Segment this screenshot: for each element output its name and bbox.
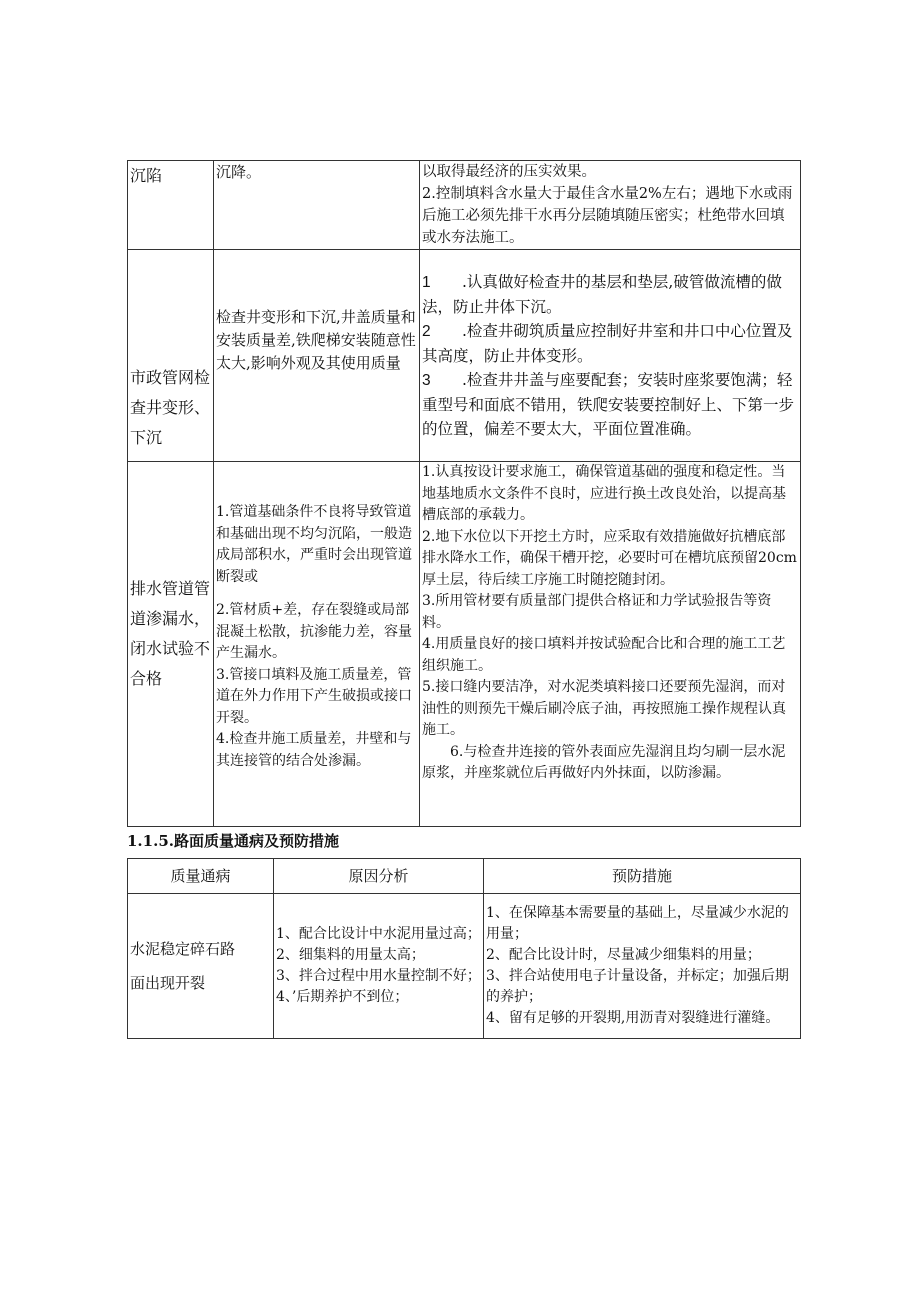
measures-cell [420, 250, 801, 462]
column-header: 质量通病 [128, 859, 274, 894]
cause-item: 1、配合比设计中水泥用量过高； [276, 926, 481, 942]
measures-cell [420, 462, 801, 827]
measure-item: 3.所用管材要有质量部门提供合格证和力学试验报告等资料。 [422, 593, 772, 631]
cause-item: 4.检查井施工质量差，井壁和与其连接管的结合处渗漏。 [216, 731, 412, 769]
defect-category-cell: 排水管道管道渗漏水，闭水试验不合格 [128, 462, 214, 827]
measure-item: 4、留有足够的开裂期,用沥青对裂缝进行灌缝。 [486, 1010, 780, 1026]
cause-item: 2、细集料的用量太高； [276, 947, 425, 963]
measure-item: 以取得最经济的压实效果。 [422, 164, 596, 180]
measure-item: 1 .认真做好检查井的基层和垫层,破管做流槽的做法，防止井体下沉。 [422, 273, 782, 316]
defect-category-cell: 水泥稳定碎石路 面出现开裂 [128, 894, 274, 1039]
table-row [128, 894, 801, 1039]
measures-cell [420, 161, 801, 250]
section-heading: 1.1.5.路面质量通病及预防措施 [127, 832, 339, 850]
cause-cell: 检查井变形和下沉,井盖质量和安装质量差,铁爬梯安装随意性太大,影响外观及其使用质量 [214, 250, 420, 462]
cause-item: 3.管接口填料及施工质量差，管道在外力作用下产生破损或接口开裂。 [216, 666, 412, 726]
pavement-defects-table [127, 858, 801, 1039]
cause-item: 1.管道基础条件不良将导致管道和基础出现不均匀沉陷，一般造成局部积水，严重时会出现管道断裂或 [216, 504, 412, 585]
measure-item: 1、在保障基本需要量的基础上，尽量减少水泥的用量； [486, 905, 789, 942]
column-header: 原因分析 [274, 859, 484, 894]
table-row [128, 161, 801, 250]
cause-item: 3、拌合过程中用水量控制不好； [276, 968, 481, 984]
measure-item: 3、拌合站使用电子计量设备，并标定；加强后期的养护； [486, 968, 789, 1005]
cause-item: 2.管材质+差，存在裂缝或局部混凝土松散，抗渗能力差，容量产生漏水。 [216, 602, 412, 661]
table-row [128, 462, 801, 827]
measure-item: 2 .检查井砌筑质量应控制好井室和井口中心位置及其高度，防止井体变形。 [422, 322, 793, 365]
measure-item: 5.接口缝内要洁净，对水泥类填料接口还要预先湿润，而对油性的则预先干燥后刷冷底子油，再按照施工操作规程认真施工。 [422, 679, 786, 738]
table-row [128, 250, 801, 462]
table-header-row [128, 859, 801, 894]
defect-category-cell: 沉陷 [128, 161, 214, 250]
measures-cell [484, 894, 801, 1039]
measure-item: 4.用质量良好的接口填料并按试验配合比和合理的施工工艺组织施工。 [422, 636, 786, 674]
measure-item: 1.认真按设计要求施工，确保管道基础的强度和稳定性。当地基地质水文条件不良时，应进行换土改良处治，以提高基槽底部的承载力。 [422, 464, 786, 523]
measure-item: 3 .检查井井盖与座要配套；安装时座浆要饱满；轻重型号和面底不错用，铁爬安装要控制好上、下第一步的位置，偏差不要太大，平面位置准确。 [422, 371, 795, 438]
measure-item: 2.控制填料含水量大于最佳含水量2%左右；遇地下水或雨后施工必须先排干水再分层随填随压密实；杜绝带水回填或水夯法施工。 [422, 186, 793, 246]
measure-item: 6.与检查井连接的管外表面应先湿润且均匀刷一层水泥原浆，并座浆就位后再做好内外抹面，以防渗漏。 [422, 743, 786, 781]
cause-cell [274, 894, 484, 1039]
cause-cell [214, 462, 420, 827]
measure-item: 2、配合比设计时，尽量减少细集料的用量； [486, 947, 761, 963]
quality-defects-table-1 [127, 160, 801, 827]
cause-cell: 沉降。 [214, 161, 420, 250]
measure-item: 2.地下水位以下开挖土方时，应采取有效措施做好抗槽底部排水降水工作，确保干槽开挖，必要时可在槽坑底预留20cm厚土层，待后续工序施工时随挖随封闭。 [422, 528, 797, 588]
cause-item: 4、’后期养护不到位； [276, 989, 409, 1005]
column-header: 预防措施 [484, 859, 801, 894]
defect-category-cell: 市政管网检查井变形、下沉 [128, 250, 214, 462]
